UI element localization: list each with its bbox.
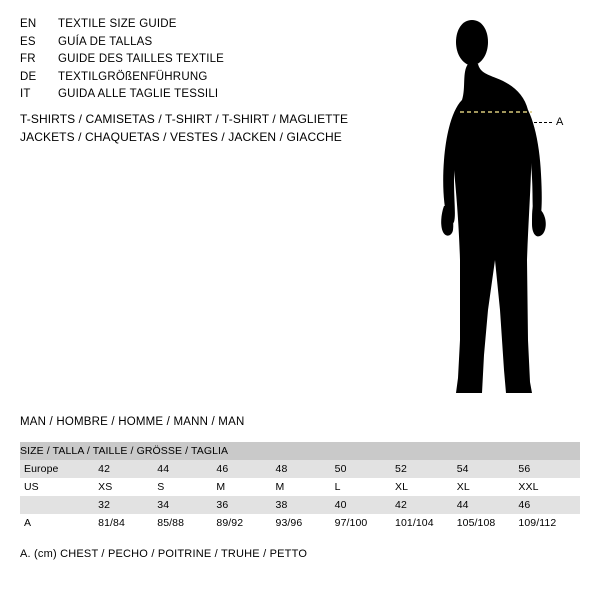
cell-value: XL (395, 478, 457, 496)
cell-value: 105/108 (457, 514, 519, 532)
cell-value: 93/96 (276, 514, 335, 532)
cell-value: 46 (518, 496, 580, 514)
table-row (20, 478, 580, 496)
cell-value: 52 (395, 460, 457, 478)
cell-value: 38 (276, 496, 335, 514)
cell-value: 85/88 (157, 514, 216, 532)
cell-value: XS (98, 478, 157, 496)
cell-value: 97/100 (335, 514, 395, 532)
cell-value: M (216, 478, 275, 496)
cell-value: L (335, 478, 395, 496)
row-label: A (20, 514, 98, 532)
language-text: GUIDE DES TAILLES TEXTILE (58, 53, 225, 65)
male-silhouette-icon (400, 10, 600, 410)
cell-value: 109/112 (518, 514, 580, 532)
language-row (20, 34, 350, 52)
cell-value: 46 (216, 460, 275, 478)
cell-value: 36 (216, 496, 275, 514)
measure-dash-connector (534, 122, 552, 123)
row-label: US (20, 478, 98, 496)
language-row (20, 51, 350, 69)
cell-value: 44 (157, 460, 216, 478)
language-code: FR (20, 53, 36, 65)
cell-value: 34 (157, 496, 216, 514)
language-code: IT (20, 88, 31, 100)
language-row (20, 16, 350, 34)
measure-label-a: A (556, 116, 564, 128)
cell-value: 44 (457, 496, 519, 514)
cell-value: 101/104 (395, 514, 457, 532)
cell-value: 89/92 (216, 514, 275, 532)
cell-value: 56 (518, 460, 580, 478)
language-list (20, 16, 350, 104)
cell-value: 48 (276, 460, 335, 478)
language-row (20, 69, 350, 87)
language-code: DE (20, 70, 37, 83)
cell-value: XL (457, 478, 519, 496)
garment-category-list (20, 110, 420, 146)
table-row (20, 460, 580, 478)
language-text: TEXTILGRÖßENFÜHRUNG (58, 70, 208, 83)
size-table (20, 442, 580, 532)
cell-value: 40 (335, 496, 395, 514)
row-label: Europe (20, 460, 98, 478)
cell-value: 42 (98, 460, 157, 478)
row-label (20, 496, 98, 514)
language-code: ES (20, 35, 36, 48)
cell-value: 42 (395, 496, 457, 514)
table-row (20, 514, 580, 532)
table-row (20, 496, 580, 514)
language-text: GUÍA DE TALLAS (58, 35, 153, 48)
table-title: MAN / HOMBRE / HOMME / MANN / MAN (20, 416, 245, 428)
cell-value: 50 (335, 460, 395, 478)
cell-value: S (157, 478, 216, 496)
language-text: TEXTILE SIZE GUIDE (58, 18, 177, 30)
cell-value: 32 (98, 496, 157, 514)
language-text: GUIDA ALLE TAGLIE TESSILI (58, 88, 219, 100)
footnote: A. (cm) CHEST / PECHO / POITRINE / TRUHE / PETTO (20, 548, 308, 560)
language-code: EN (20, 18, 37, 30)
table-header-row (20, 442, 580, 460)
table-header-label: SIZE / TALLA / TAILLE / GRÖSSE / TAGLIA (20, 442, 580, 460)
cell-value: M (276, 478, 335, 496)
cell-value: 54 (457, 460, 519, 478)
cell-value: 81/84 (98, 514, 157, 532)
cell-value: XXL (518, 478, 580, 496)
garment-line-tshirts: T-SHIRTS / CAMISETAS / T-SHIRT / T-SHIRT / MAGLIETTE (20, 112, 349, 126)
male-figure-illustration (400, 10, 600, 410)
language-row (20, 86, 350, 104)
garment-line-jackets: JACKETS / CHAQUETAS / VESTES / JACKEN / GIACCHE (20, 130, 342, 144)
